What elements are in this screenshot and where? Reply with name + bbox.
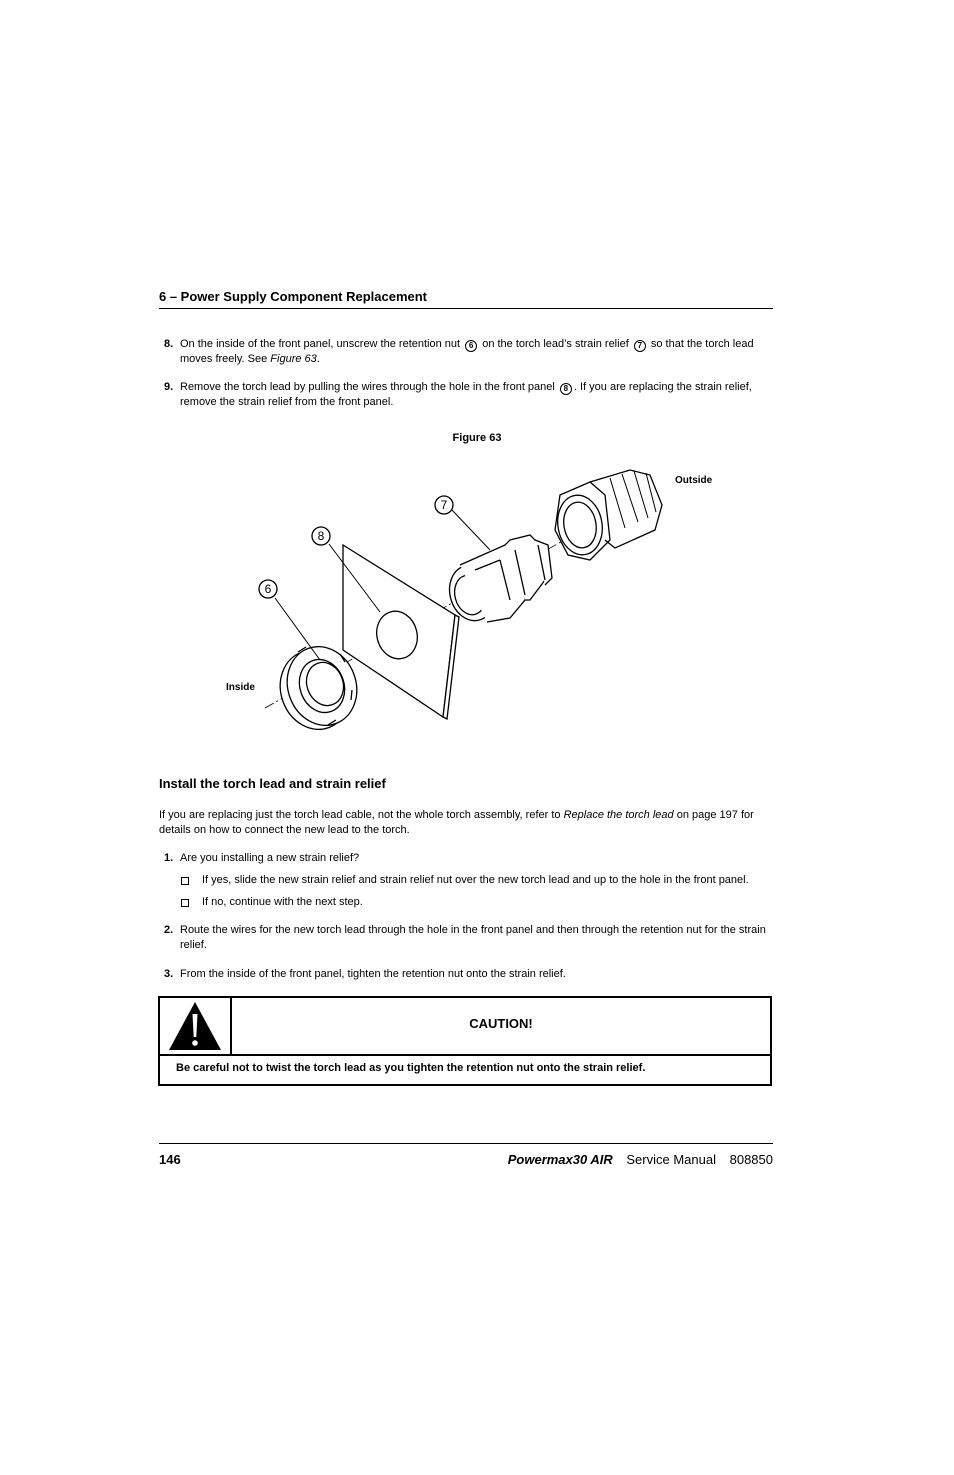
step-9 [164,380,774,410]
strain-relief [444,535,552,626]
checkbox-bullet-icon [181,877,189,885]
callout-6-label: 6 [264,582,272,596]
section-title: 6 – Power Supply Component Replacement [159,289,427,304]
step-text: . If you are replacing the strain relief, remove the strain relief from the front panel. [180,381,752,408]
install-intro [159,808,779,838]
figure-title: Figure 63 [452,432,502,444]
callout-7-label: 7 [440,498,448,512]
bullet-text: If no, continue with the next step. [202,896,363,908]
exploded-assembly-illustration [0,455,954,755]
intro-text: If you are replacing just the torch lead cable, not the whole torch assembly, refer to [159,809,561,821]
page-number: 146 [159,1152,181,1167]
product-name: Powermax30 AIR [507,1152,613,1167]
step-text: . [316,353,320,365]
part-number: 808850 [729,1152,773,1167]
step-number: 3. [164,968,174,980]
footer-doc [508,1152,773,1167]
step-number: 1. [164,852,174,864]
footer-rule [159,1143,773,1144]
bullet-no [181,895,781,910]
intro-reference: Replace the torch lead [563,809,674,821]
warning-exclamation-icon [160,998,230,1054]
step-text: so that the torch lead moves freely. See [180,338,754,365]
step-text: Are you installing a new strain relief? [180,852,360,864]
step-text: Remove the torch lead by pulling the wires through the hole in the front panel [180,381,555,393]
bullet-text: If yes, slide the new strain relief and strain relief nut over the new torch lead and up to the hole in the front panel. [202,874,749,886]
intro-text: on page 197 for details on how to connect the new lead to the torch. [159,809,754,836]
install-step-2 [164,923,774,953]
caution-heading: CAUTION! [469,1016,533,1031]
caution-box [158,996,772,1086]
step-number: 8. [164,338,174,350]
header-rule [159,308,773,309]
doc-type: Service Manual [626,1152,716,1167]
front-panel [343,545,455,717]
checkbox-bullet-icon [181,899,189,907]
callout-8: 8 [560,383,572,395]
step-8 [164,337,774,367]
bullet-yes [181,873,781,888]
step-number: 2. [164,924,174,936]
figure-reference: Figure 63 [270,353,317,365]
callout-8-label: 8 [317,529,325,543]
caution-text: Be careful not to twist the torch lead as you tighten the retention nut onto the strain relief. [160,1054,770,1074]
callout-7: 7 [634,340,646,352]
install-step-1 [164,851,774,866]
step-text: on the torch lead’s strain relief [482,338,629,350]
label-inside: Inside [226,682,255,693]
callout-6: 6 [465,340,477,352]
strain-relief-nut [553,470,662,560]
install-step-3 [164,967,774,982]
step-text: On the inside of the front panel, unscrew the retention nut [180,338,461,350]
step-text: From the inside of the front panel, tighten the retention nut onto the strain relief. [180,968,566,980]
step-number: 9. [164,381,174,393]
label-outside: Outside [675,475,713,486]
install-heading: Install the torch lead and strain relief [159,776,386,791]
step-text: Route the wires for the new torch lead through the hole in the front panel and then through the retention nut for the strain relief. [180,924,766,951]
